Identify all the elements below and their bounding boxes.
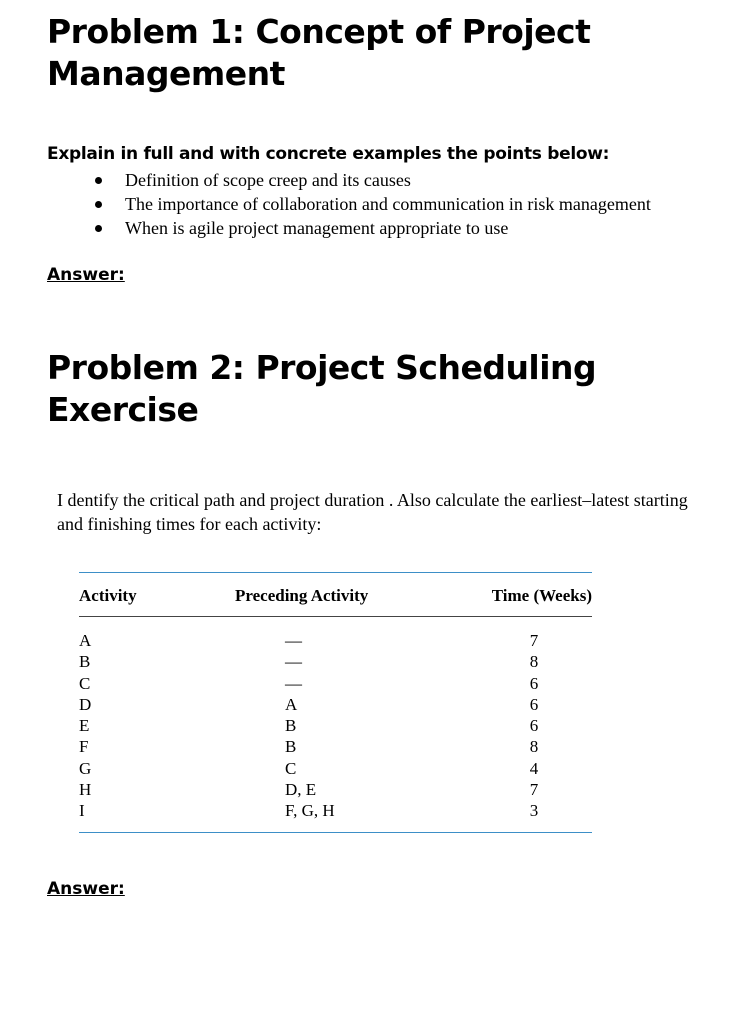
activity-cell: I: [79, 801, 85, 821]
time-cell: 7: [529, 780, 539, 800]
header-preceding-activity: Preceding Activity: [235, 586, 369, 605]
preceding-cell: F, G, H: [285, 801, 335, 821]
activity-cell: D: [79, 694, 92, 714]
activity-table: [79, 572, 592, 834]
time-cell: 8: [529, 737, 539, 757]
time-cell: 6: [529, 694, 539, 714]
problem-2-answer-label: Answer:: [47, 879, 125, 899]
activity-cell: B: [79, 652, 91, 672]
header-time-weeks: Time (Weeks): [491, 586, 592, 605]
bullet-item: [95, 216, 651, 240]
activity-cell: H: [79, 780, 92, 800]
preceding-cell: —: [285, 652, 302, 672]
preceding-cell: B: [285, 737, 297, 757]
time-cell: 8: [529, 652, 539, 672]
time-cell: 7: [529, 631, 539, 650]
preceding-cell: D, E: [285, 780, 317, 800]
problem-1-title: Problem 1: Concept of Project Management: [47, 12, 591, 93]
preceding-cell: —: [285, 673, 302, 693]
bullet-dot-icon: [95, 201, 102, 208]
bullet-dot-icon: [95, 225, 102, 232]
activity-column: [79, 630, 91, 822]
preceding-cell: —: [285, 631, 302, 650]
preceding-column: [285, 630, 335, 822]
activity-cell: G: [79, 758, 92, 778]
table-bottom-rule: [79, 832, 592, 833]
time-cell: 3: [529, 801, 539, 821]
time-column: [524, 630, 544, 822]
bullet-text: Definition of scope creep and its causes: [125, 170, 411, 190]
activity-cell: A: [79, 631, 92, 650]
bullet-item: [95, 168, 651, 192]
bullet-item: [95, 192, 651, 216]
problem-2-paragraph: I dentify the critical path and project duration . Also calculate the earliest–latest starting and finishing times for each activity:: [57, 490, 688, 534]
activity-cell: F: [79, 737, 89, 757]
header-activity: Activity: [79, 586, 137, 605]
problem-1-answer-label: Answer:: [47, 265, 125, 285]
time-cell: 4: [529, 758, 539, 778]
problem-1-bullet-list: [95, 168, 651, 240]
bullet-dot-icon: [95, 177, 102, 184]
preceding-cell: C: [285, 758, 297, 778]
preceding-cell: B: [285, 716, 297, 736]
bullet-text: When is agile project management appropriate to use: [125, 218, 509, 238]
problem-1-instruction: Explain in full and with concrete examples the points below:: [47, 144, 610, 164]
preceding-cell: A: [285, 694, 298, 714]
table-top-rule: [79, 572, 592, 573]
time-cell: 6: [529, 673, 539, 693]
activity-cell: E: [79, 716, 90, 736]
problem-2-title: Problem 2: Project Scheduling Exercise: [47, 348, 597, 429]
table-header-rule: [79, 616, 592, 617]
bullet-text: The importance of collaboration and communication in risk management: [125, 194, 651, 214]
activity-cell: C: [79, 673, 91, 693]
time-cell: 6: [529, 716, 539, 736]
